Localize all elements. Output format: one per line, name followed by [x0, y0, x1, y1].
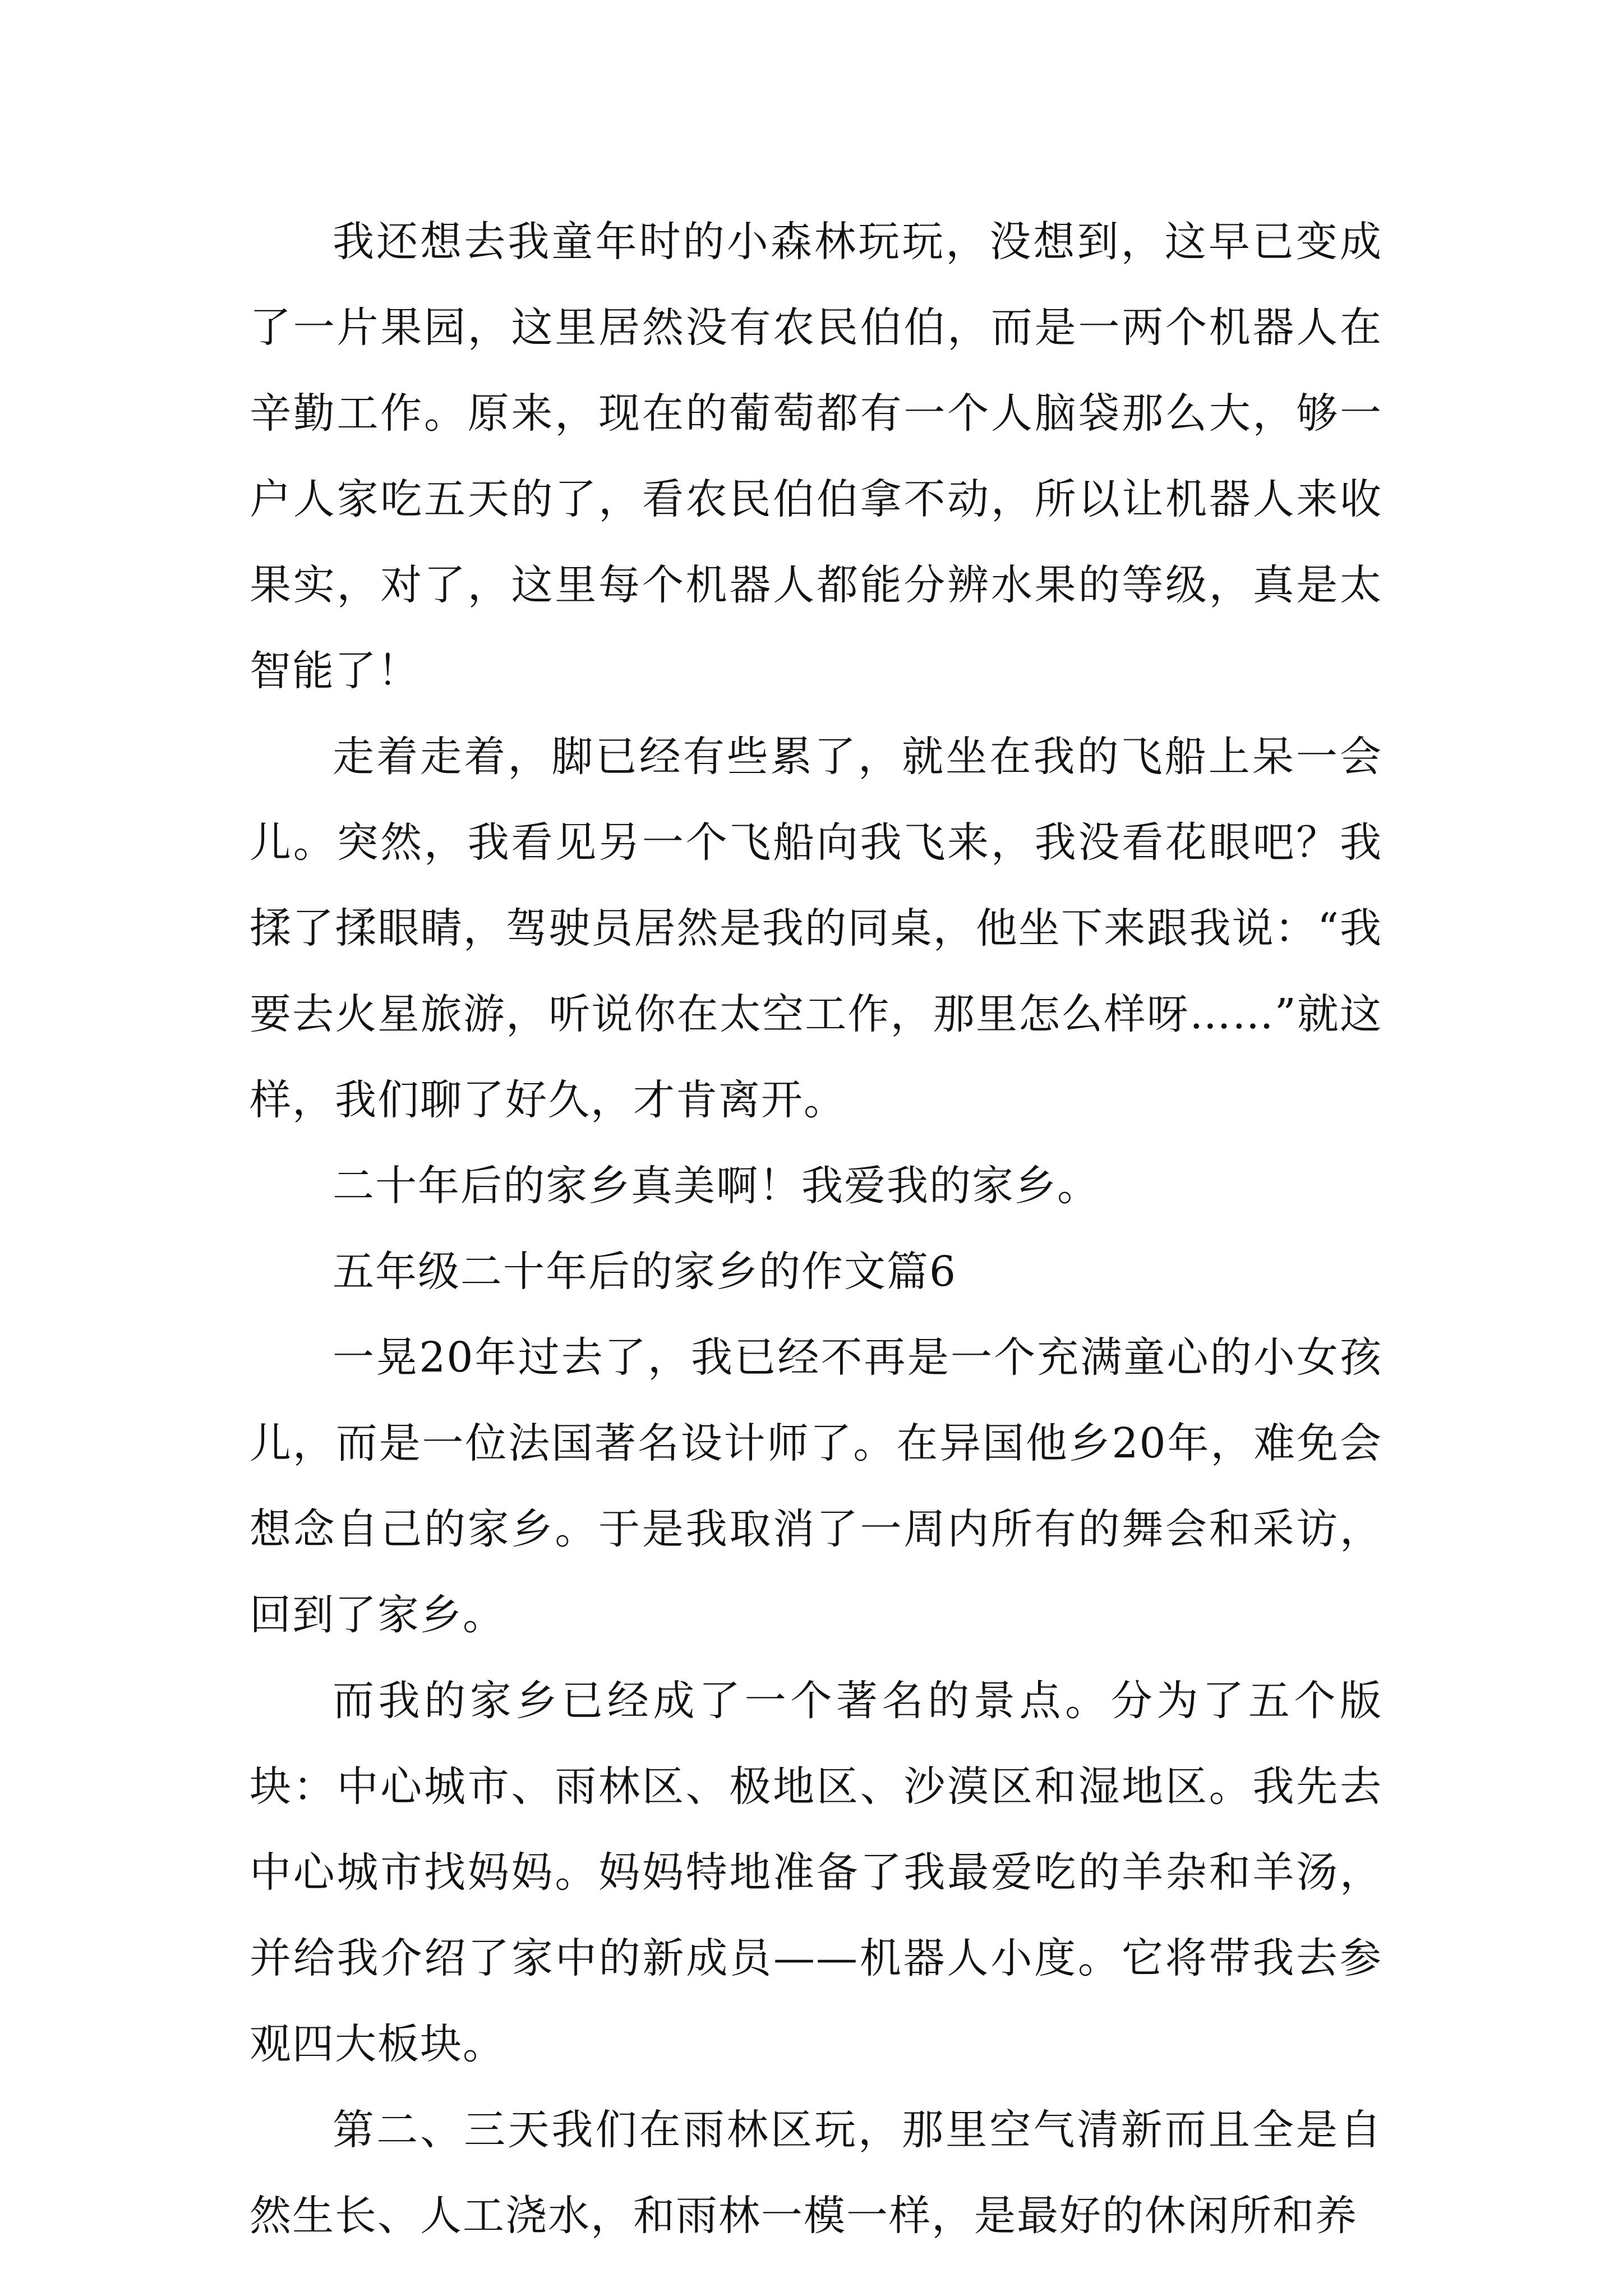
essay-heading: 五年级二十年后的家乡的作文篇6 [333, 1248, 957, 1296]
paragraph-rainforest-area: 第二、三天我们在雨林区玩，那里空气清新而且全是自然生长、人工浇水，和雨林一模一样，是最好的休闲所和养 [250, 2106, 1382, 2240]
paragraph-twenty-years: 一晃20年过去了，我已经不再是一个充满童心的小女孩儿，而是一位法国著名设计师了。在异国他乡20年，难免会想念自己的家乡。于是我取消了一周内所有的舞会和采访，回到了家乡。 [250, 1333, 1382, 1639]
paragraph-hometown-scenic-spot: 而我的家乡已经成了一个著名的景点。分为了五个版块：中心城市、雨林区、极地区、沙漠区和湿地区。我先去中心城市找妈妈。妈妈特地准备了我最爱吃的羊杂和羊汤，并给我介绍了家中的新成员——机器人小度。它将带我去参观四大板块。 [250, 1677, 1382, 2068]
paragraph-spaceship-meeting: 走着走着，脚已经有些累了，就坐在我的飞船上呆一会儿。突然，我看见另一个飞船向我飞来，我没看花眼吧？我揉了揉眼睛，驾驶员居然是我的同桌，他坐下来跟我说：“我要去火星旅游，听说你在太空工作，那里怎么样呀……”就这样，我们聊了好久，才肯离开。 [250, 733, 1382, 1124]
document-body [250, 199, 1382, 2259]
paragraph-childhood-forest: 我还想去我童年时的小森林玩玩，没想到，这早已变成了一片果园，这里居然没有农民伯伯，而是一两个机器人在辛勤工作。原来，现在的葡萄都有一个人脑袋那么大，够一户人家吃五天的了，看农民伯伯拿不动，所以让机器人来收果实，对了，这里每个机器人都能分辨水果的等级，真是太智能了！ [250, 218, 1382, 695]
paragraph-conclusion: 二十年后的家乡真美啊！我爱我的家乡。 [333, 1162, 1100, 1210]
